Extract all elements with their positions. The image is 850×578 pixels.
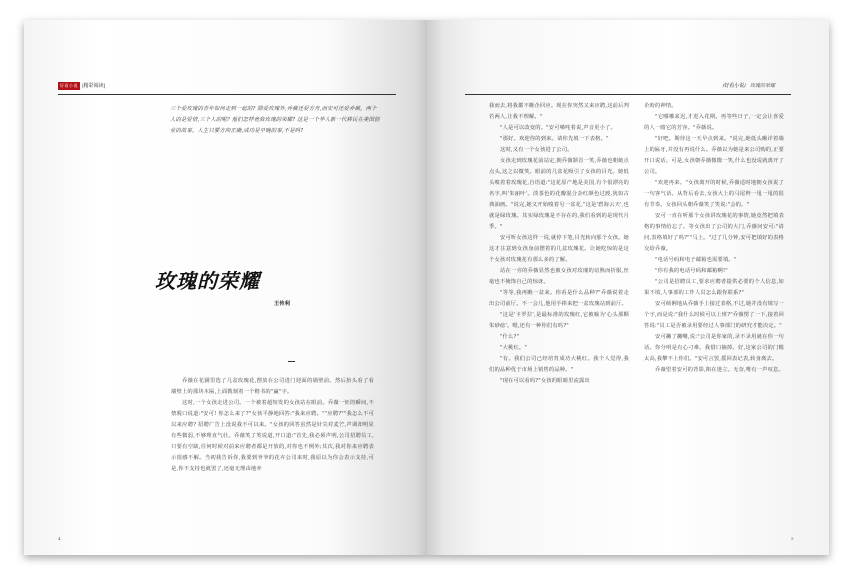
body-paragraph: "什么?" bbox=[500, 334, 520, 340]
body-paragraph: "它哪哪来迟,才进入花期。再等些日子,一定会让喜爱的人一睹它的芳容。"乔薇说。 bbox=[644, 114, 784, 131]
right-page-header bbox=[723, 83, 775, 89]
right-column-1 bbox=[489, 101, 629, 387]
body-paragraph: 这时,一个女孩走进公司。一个被着超短发的女孩站在眼前。乔薇一怔的瞬间,不禁脱口说道:"安可! 你怎么来了?"女孩平静地回答:"我来应聘。""应聘?""我怎么不可以来应聘? 招聘广告上没说我不可以来。"女孩的回答虽然是针尖对麦芒,声调却明显有些微弱,不够理直气壮。乔薇笑了笑说道,开口道:"首先,我必须声明,公司招聘员工,只要有空缺,任何时候对前来应聘者都是开放的,对你也不例外;其次,我对你来应聘表示很感不解。当初我告诉你,我要到爷爷的花卉公司来时,我原以为你会表示支持,可是,你不支持也就罢了,还毫无理由地弃 bbox=[171, 400, 374, 472]
left-page bbox=[24, 20, 427, 555]
body-paragraph: "那好。欢迎你的到来。请你先填一下表格。" bbox=[500, 136, 609, 142]
section-label: /好看小说/ bbox=[722, 83, 746, 89]
body-paragraph: 乔薇望着安可的背影,陷在迷立。无奈,唯有一声叹息。 bbox=[655, 367, 784, 373]
left-body-column bbox=[171, 376, 374, 475]
body-paragraph: 安可撇了撇嘴,说:"公司是你家的,录不录用就在你一句话。你分明是有心刁难。我借口摘掉。好,这家公司的门槛太高,我攀不上你们。"安可言罢,摇回表记表,转身离去。 bbox=[644, 334, 784, 362]
body-paragraph: "人是可以改变的。"安可嗓咤着说,声音更小了。 bbox=[500, 125, 616, 131]
body-paragraph: 站在一旁的乔薇显然也被女孩对玫瑰的谙熟而折服,丝毫也不掩饰自己的惊讶。 bbox=[489, 268, 629, 285]
article-author: 王传利 bbox=[274, 301, 290, 307]
magazine-spread bbox=[24, 20, 829, 555]
article-title: 玫瑰的荣耀 bbox=[155, 269, 260, 293]
body-paragraph: "等等,我再瞧一盆来。你看是什么品种?"乔薇说着走出公司前厅。不一会儿,他用手捧来把一盆玫瑰站到前厅。 bbox=[489, 290, 629, 307]
body-paragraph: "你有我的电话号码和邮箱啊!" bbox=[655, 268, 728, 274]
magazine-logo: 好看小说 bbox=[60, 83, 78, 88]
body-paragraph: "大桃红。" bbox=[500, 345, 527, 351]
body-paragraph: "公司是招聘员工,要求应聘者提供必要的个人信息,如果不填,人事部的工作人员怎么跟你联系?" bbox=[644, 279, 784, 296]
section-separator bbox=[288, 361, 295, 362]
page-number: 4 bbox=[58, 536, 61, 541]
right-page bbox=[427, 20, 829, 555]
body-paragraph: "好吧。期待这一天早点到来。"说完,她低头瞅详着墙上的匾牙,并没有再说什么。乔薇以为她是来公司购的,正要开口说话。可是,女孩朝乔薇微微一笑,什么也没说就离开了公司。 bbox=[644, 136, 784, 175]
page-number: 5 bbox=[791, 536, 794, 541]
body-paragraph: "现在可以看吗?"女孩的眼睛里流露出 bbox=[500, 378, 590, 384]
body-paragraph: "有。我们公司已经培育成功大桃红。我个人觉得,我们的品种优于市场上销售的品种。" bbox=[489, 356, 629, 373]
section-label: |精彩阅读| bbox=[82, 83, 106, 89]
body-paragraph: 安可听女孩这样一说,就停下笔,目光转向那个女孩。她这才注意到女孩身前摆着的几盆玫瑰花。让她吃惊的是这个女孩对玫瑰花有那么多的了解。 bbox=[489, 235, 629, 263]
body-paragraph: 这时,又有一个女孩进了公司。 bbox=[500, 147, 573, 153]
body-paragraph: 安可一直在听那个女孩讲玫瑰花的事情,她竟然把填表格的事情给忘了。等女孩出了公司的大门,乔薇问安可:"请问,表格填好了吗?""马上。"过了几分钟,安可把填好的表格交给乔薇。 bbox=[644, 213, 784, 252]
running-title: 玫瑰的荣耀 bbox=[749, 83, 775, 89]
header-rule bbox=[58, 94, 396, 95]
body-paragraph: "电话号码和电子邮箱也需要填。" bbox=[655, 257, 737, 263]
body-paragraph: 企盼的神情。 bbox=[644, 103, 677, 109]
right-column-2 bbox=[644, 101, 784, 376]
body-paragraph: "这是'卡罗拉',是最标准的玫瑰红,它被喻为'心头那颗朱砂痣'。嗯,还有一种你们有吗?" bbox=[489, 312, 629, 329]
intro-paragraph: 三个爱玫瑰的青年如何走到一起的? 除爱玫瑰外,乔薇还爱方舟,而安可还爱乔薇。两个人的是爱情,三个人的呢? 他们怎样竞敌玫瑰的荣耀? 这是一个华人新一代移民在美国创业的故事。人生只要方向正确,成功是早晚的事,不是吗? bbox=[170, 106, 380, 134]
left-page-header bbox=[58, 82, 105, 90]
body-paragraph: 安可倾俐地从乔薇手上接过表格,不过,她并没有填写一个字,而是说:"我什么时候可以上班?"乔薇愣了一下,接着回答说:"员工是否被录用要经过人事部门的研究才能决定。" bbox=[644, 301, 784, 329]
body-paragraph: 女孩走到玫瑰花前站定,朝乔薇颔首一笑,乔薇也朝她点点头,这之以微笑。眼前的几盆花吸引了女孩的目光。她低头嗅着着玫瑰花,自语道:"这花原产地是美国,有个很漂亮的名字,叫'朱丽叶'。淡茶色的花瓣混合杂红颜色过渡,犹如古典油画。"说完,她又开始嗅着另一盆花,"这是'碧海云天',也就是绿玫瑰。其实绿玫瑰是不存在的,我们看到的是现代月季。" bbox=[489, 158, 629, 230]
body-paragraph: 我而去,将我都不瞧企回应。现在你突然又来应聘,这前后判若两人,让我不理解。" bbox=[489, 103, 629, 120]
header-rule bbox=[465, 94, 791, 95]
body-paragraph: "欢迎再来。"女孩离开的时候,乔薇适时地朝女孩说了一句客气话。从背后看去,女孩大上的马尾辫一甩一甩的很有节奏。女孩回头朝乔薇笑了笑说:"会的。" bbox=[644, 180, 784, 208]
body-paragraph: 乔薇在花圃里选了几盆玫瑰花,摆放在公司进门迎面的墙壁前。然后抬头看了看墙壁上的那块木匾,上面镌刻着一个楷书的"赢"字。 bbox=[171, 378, 374, 395]
